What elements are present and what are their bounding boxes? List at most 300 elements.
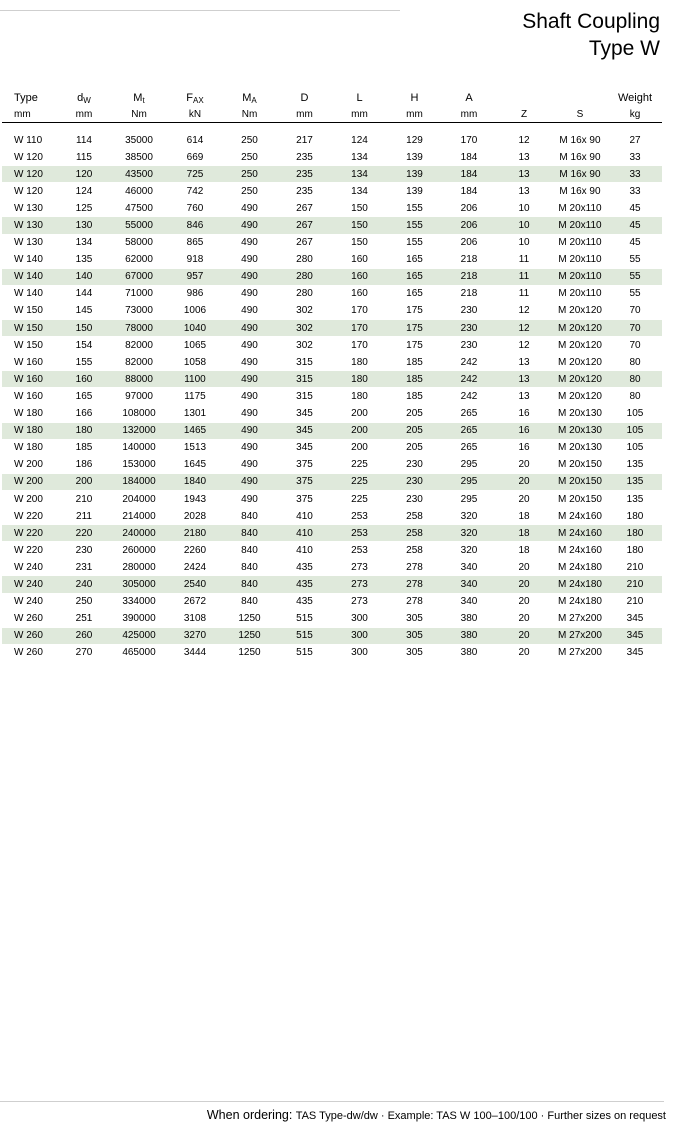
cell-l: 134 [332,149,387,166]
cell-mt: 58000 [110,234,168,251]
cell-z: 16 [496,405,552,422]
cell-d: 435 [277,593,332,610]
cell-z: 11 [496,285,552,302]
cell-l: 200 [332,439,387,456]
table-row [2,644,662,661]
cell-a: 340 [442,576,496,593]
cell-ma: 1250 [222,610,277,627]
unit-ma: Nm [222,106,277,123]
cell-ma: 840 [222,576,277,593]
unit-type: mm [2,106,58,123]
cell-mt: 43500 [110,166,168,183]
cell-weight: 80 [608,371,662,388]
table-row [2,542,662,559]
cell-h: 139 [387,166,442,183]
cell-ma: 490 [222,234,277,251]
cell-mt: 305000 [110,576,168,593]
cell-fax: 3108 [168,610,222,627]
cell-z: 20 [496,490,552,507]
cell-mt: 35000 [110,132,168,149]
cell-mt: 71000 [110,285,168,302]
cell-d: 267 [277,217,332,234]
cell-s: M 24x180 [552,559,608,576]
cell-fax: 1100 [168,371,222,388]
cell-a: 380 [442,627,496,644]
cell-dw: 251 [58,610,110,627]
cell-h: 155 [387,234,442,251]
cell-fax: 614 [168,132,222,149]
cell-weight: 345 [608,627,662,644]
cell-fax: 1513 [168,439,222,456]
cell-dw: 135 [58,251,110,268]
cell-s: M 24x180 [552,576,608,593]
cell-dw: 250 [58,593,110,610]
cell-h: 175 [387,320,442,337]
cell-dw: 180 [58,422,110,439]
cell-h: 258 [387,542,442,559]
cell-mt: 390000 [110,610,168,627]
cell-z: 18 [496,542,552,559]
title-line-2: Type W [588,37,660,60]
cell-l: 170 [332,320,387,337]
cell-s: M 20x110 [552,251,608,268]
table-row [2,354,662,371]
cell-type: W 260 [2,627,58,644]
cell-s: M 20x120 [552,371,608,388]
cell-type: W 160 [2,388,58,405]
table-row [2,439,662,456]
cell-z: 16 [496,439,552,456]
cell-a: 230 [442,320,496,337]
cell-l: 253 [332,542,387,559]
page-title [522,8,660,62]
cell-dw: 220 [58,525,110,542]
cell-dw: 134 [58,234,110,251]
cell-l: 160 [332,268,387,285]
cell-weight: 80 [608,388,662,405]
cell-l: 300 [332,627,387,644]
cell-z: 13 [496,183,552,200]
cell-fax: 1040 [168,320,222,337]
cell-l: 200 [332,405,387,422]
cell-weight: 105 [608,405,662,422]
cell-a: 206 [442,217,496,234]
cell-a: 230 [442,302,496,319]
cell-d: 315 [277,354,332,371]
cell-a: 295 [442,490,496,507]
title-line-1: Shaft Coupling [522,10,660,33]
cell-type: W 110 [2,132,58,149]
col-header-weight: Weight [617,92,653,104]
table-row [2,268,662,285]
cell-type: W 260 [2,610,58,627]
cell-a: 242 [442,371,496,388]
cell-l: 300 [332,644,387,661]
cell-z: 12 [496,337,552,354]
cell-ma: 490 [222,320,277,337]
cell-fax: 1840 [168,473,222,490]
col-header-mt: $M_t$ [133,91,145,105]
ordering-note [207,1108,666,1122]
cell-type: W 160 [2,354,58,371]
cell-d: 302 [277,302,332,319]
cell-h: 175 [387,302,442,319]
cell-a: 265 [442,439,496,456]
cell-a: 295 [442,456,496,473]
cell-type: W 180 [2,422,58,439]
cell-ma: 490 [222,439,277,456]
cell-z: 10 [496,200,552,217]
cell-z: 20 [496,559,552,576]
cell-type: W 240 [2,559,58,576]
cell-dw: 231 [58,559,110,576]
cell-a: 218 [442,285,496,302]
unit-s: S [552,106,608,123]
cell-d: 315 [277,371,332,388]
cell-ma: 490 [222,337,277,354]
cell-weight: 105 [608,439,662,456]
cell-h: 165 [387,251,442,268]
cell-dw: 145 [58,302,110,319]
cell-fax: 1465 [168,422,222,439]
cell-s: M 24x160 [552,508,608,525]
cell-weight: 45 [608,234,662,251]
col-header-d: D [300,92,309,104]
unit-fax: kN [168,106,222,123]
cell-d: 345 [277,422,332,439]
cell-h: 258 [387,525,442,542]
table-row [2,234,662,251]
cell-mt: 425000 [110,627,168,644]
cell-dw: 210 [58,490,110,507]
cell-s: M 24x160 [552,542,608,559]
cell-dw: 130 [58,217,110,234]
cell-d: 345 [277,439,332,456]
cell-d: 315 [277,388,332,405]
cell-z: 16 [496,422,552,439]
col-header-h: H [410,92,419,104]
cell-d: 515 [277,610,332,627]
cell-dw: 115 [58,149,110,166]
col-header-l: L [356,92,363,104]
table-row [2,251,662,268]
cell-dw: 144 [58,285,110,302]
cell-weight: 210 [608,559,662,576]
cell-weight: 135 [608,490,662,507]
cell-h: 230 [387,456,442,473]
cell-d: 375 [277,456,332,473]
cell-fax: 1175 [168,388,222,405]
cell-ma: 490 [222,217,277,234]
cell-l: 150 [332,234,387,251]
cell-dw: 140 [58,268,110,285]
cell-z: 13 [496,149,552,166]
cell-type: W 150 [2,337,58,354]
cell-weight: 45 [608,200,662,217]
cell-a: 218 [442,251,496,268]
cell-mt: 38500 [110,149,168,166]
cell-z: 20 [496,610,552,627]
cell-type: W 240 [2,593,58,610]
cell-l: 300 [332,610,387,627]
cell-weight: 210 [608,593,662,610]
cell-d: 435 [277,576,332,593]
cell-mt: 62000 [110,251,168,268]
table-row [2,200,662,217]
cell-ma: 840 [222,508,277,525]
table-row [2,285,662,302]
cell-h: 139 [387,149,442,166]
cell-d: 375 [277,490,332,507]
cell-l: 253 [332,508,387,525]
cell-h: 185 [387,371,442,388]
cell-mt: 184000 [110,473,168,490]
table-row [2,132,662,149]
cell-h: 185 [387,354,442,371]
cell-ma: 490 [222,285,277,302]
cell-s: M 20x130 [552,405,608,422]
coupling-spec-table [2,90,662,662]
cell-weight: 180 [608,525,662,542]
bottom-divider [0,1101,664,1102]
cell-h: 278 [387,593,442,610]
cell-weight: 135 [608,473,662,490]
cell-d: 515 [277,644,332,661]
cell-weight: 55 [608,268,662,285]
cell-l: 170 [332,302,387,319]
cell-mt: 88000 [110,371,168,388]
cell-type: W 130 [2,234,58,251]
cell-a: 380 [442,644,496,661]
cell-a: 218 [442,268,496,285]
cell-z: 20 [496,456,552,473]
cell-fax: 957 [168,268,222,285]
cell-mt: 46000 [110,183,168,200]
cell-dw: 230 [58,542,110,559]
cell-fax: 1006 [168,302,222,319]
cell-l: 253 [332,525,387,542]
cell-l: 134 [332,183,387,200]
cell-s: M 20x110 [552,200,608,217]
table-row [2,490,662,507]
cell-l: 170 [332,337,387,354]
cell-z: 13 [496,388,552,405]
cell-s: M 16x 90 [552,149,608,166]
cell-type: W 220 [2,508,58,525]
cell-l: 225 [332,490,387,507]
cell-ma: 840 [222,525,277,542]
cell-d: 302 [277,320,332,337]
cell-z: 20 [496,576,552,593]
cell-z: 20 [496,627,552,644]
cell-weight: 27 [608,132,662,149]
cell-weight: 70 [608,320,662,337]
cell-d: 345 [277,405,332,422]
cell-a: 320 [442,542,496,559]
cell-s: M 27x200 [552,627,608,644]
cell-weight: 180 [608,542,662,559]
table-row [2,508,662,525]
cell-d: 267 [277,200,332,217]
cell-type: W 160 [2,371,58,388]
cell-weight: 55 [608,285,662,302]
cell-ma: 840 [222,593,277,610]
cell-d: 267 [277,234,332,251]
cell-ma: 250 [222,149,277,166]
cell-a: 340 [442,593,496,610]
unit-z: Z [496,106,552,123]
cell-z: 18 [496,508,552,525]
cell-s: M 20x150 [552,456,608,473]
cell-h: 175 [387,337,442,354]
cell-a: 184 [442,183,496,200]
table-row [2,405,662,422]
cell-s: M 24x180 [552,593,608,610]
cell-ma: 490 [222,422,277,439]
cell-weight: 33 [608,183,662,200]
table-row [2,337,662,354]
unit-d: mm [277,106,332,123]
cell-weight: 210 [608,576,662,593]
cell-z: 13 [496,371,552,388]
table-row [2,302,662,319]
cell-s: M 20x130 [552,439,608,456]
table-row [2,422,662,439]
cell-l: 273 [332,593,387,610]
cell-l: 200 [332,422,387,439]
cell-h: 278 [387,559,442,576]
cell-type: W 140 [2,285,58,302]
cell-d: 410 [277,542,332,559]
cell-mt: 97000 [110,388,168,405]
cell-z: 12 [496,302,552,319]
table-row [2,473,662,490]
cell-d: 280 [277,285,332,302]
cell-ma: 1250 [222,644,277,661]
cell-d: 435 [277,559,332,576]
cell-dw: 160 [58,371,110,388]
cell-type: W 140 [2,251,58,268]
col-header-type: Type [14,92,38,104]
cell-l: 180 [332,354,387,371]
cell-d: 302 [277,337,332,354]
cell-mt: 240000 [110,525,168,542]
header-row [2,90,662,106]
cell-ma: 490 [222,200,277,217]
cell-ma: 840 [222,542,277,559]
table-row [2,576,662,593]
unit-mt: Nm [110,106,168,123]
cell-mt: 132000 [110,422,168,439]
cell-fax: 1645 [168,456,222,473]
cell-weight: 70 [608,337,662,354]
cell-h: 305 [387,644,442,661]
cell-z: 13 [496,166,552,183]
table-row [2,320,662,337]
cell-z: 11 [496,268,552,285]
table-row [2,388,662,405]
cell-mt: 82000 [110,337,168,354]
cell-fax: 918 [168,251,222,268]
cell-mt: 260000 [110,542,168,559]
cell-dw: 155 [58,354,110,371]
cell-mt: 73000 [110,302,168,319]
cell-a: 265 [442,405,496,422]
ordering-label: When ordering: [206,1108,293,1122]
cell-a: 242 [442,354,496,371]
cell-h: 185 [387,388,442,405]
cell-weight: 45 [608,217,662,234]
cell-a: 265 [442,422,496,439]
cell-h: 165 [387,268,442,285]
table-row [2,183,662,200]
cell-h: 305 [387,627,442,644]
cell-s: M 16x 90 [552,132,608,149]
cell-s: M 20x120 [552,302,608,319]
cell-s: M 16x 90 [552,183,608,200]
table-row [2,456,662,473]
cell-a: 230 [442,337,496,354]
cell-l: 225 [332,473,387,490]
cell-fax: 2672 [168,593,222,610]
cell-type: W 240 [2,576,58,593]
cell-fax: 3270 [168,627,222,644]
cell-d: 515 [277,627,332,644]
cell-s: M 20x110 [552,268,608,285]
cell-fax: 725 [168,166,222,183]
cell-type: W 150 [2,302,58,319]
cell-mt: 82000 [110,354,168,371]
cell-d: 217 [277,132,332,149]
cell-type: W 140 [2,268,58,285]
cell-mt: 334000 [110,593,168,610]
cell-z: 11 [496,251,552,268]
cell-dw: 120 [58,166,110,183]
cell-a: 206 [442,200,496,217]
cell-dw: 125 [58,200,110,217]
cell-a: 206 [442,234,496,251]
cell-dw: 166 [58,405,110,422]
cell-weight: 345 [608,644,662,661]
cell-mt: 78000 [110,320,168,337]
cell-d: 235 [277,166,332,183]
cell-fax: 1943 [168,490,222,507]
cell-ma: 490 [222,268,277,285]
cell-h: 139 [387,183,442,200]
cell-d: 280 [277,251,332,268]
cell-mt: 204000 [110,490,168,507]
cell-z: 18 [496,525,552,542]
cell-d: 375 [277,473,332,490]
cell-ma: 250 [222,183,277,200]
cell-ma: 840 [222,559,277,576]
cell-a: 184 [442,149,496,166]
cell-h: 155 [387,217,442,234]
cell-d: 410 [277,508,332,525]
unit-l: mm [332,106,387,123]
cell-s: M 27x200 [552,644,608,661]
unit-h: mm [387,106,442,123]
col-header-z [496,90,552,106]
cell-h: 205 [387,405,442,422]
cell-s: M 20x150 [552,473,608,490]
cell-ma: 250 [222,166,277,183]
cell-dw: 240 [58,576,110,593]
cell-type: W 120 [2,166,58,183]
cell-ma: 490 [222,405,277,422]
col-header-a: A [465,92,473,104]
cell-mt: 214000 [110,508,168,525]
